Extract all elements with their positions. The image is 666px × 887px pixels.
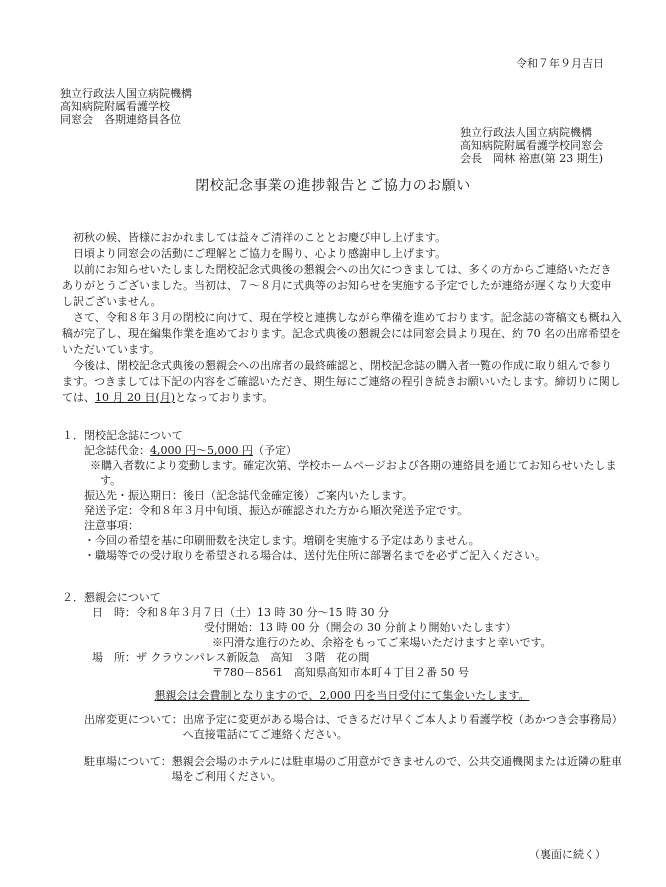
price-label: 記念誌代金： [84, 444, 150, 457]
price-note: （予定） [252, 444, 297, 457]
paragraph: さて、令和８年３月の閉校に向けて、現在学校と連携しながら準備を進めております。記念誌の寄稿文も概ね入稿が完了し、現在編集作業を進めております。記念式典後の懇親会には同窓会員より現在、約 70 名の出席希望をいただいています。 [62, 311, 622, 356]
caution-item: ・今回の希望を基に印刷冊数を決定します。増刷を実施する予定はありません。 [84, 534, 480, 547]
transfer-info: 振込先・振込期日：後日（記念誌代金確定後）ご案内いたします。 [84, 489, 414, 502]
notes-label: 注意事項： [84, 519, 139, 532]
event-venue: 場 所：ザ クラウンパレス新阪急 高知 ３階 花の間 [92, 651, 370, 664]
section-heading: １．閉校記念誌について [62, 429, 183, 442]
parking-label: 駐車場について： [84, 755, 172, 768]
letter-body [62, 230, 622, 406]
parking-row [84, 754, 622, 784]
paragraph: 日頃より同窓会の活動にご理解とご協力を賜り、心より感謝申し上げます。 [73, 247, 447, 260]
price-line [62, 443, 622, 458]
recipient-line: 同窓会 各期連絡員各位 [60, 113, 181, 126]
attendance-change-label: 出席変更について： [84, 713, 183, 726]
recipient-line: 高知病院附属看護学校 [60, 100, 170, 113]
section-heading: ２．懇親会について [62, 591, 161, 604]
attendance-change [62, 712, 622, 742]
section-memorial-book [62, 428, 622, 563]
caution-item: ・職場等での受け取りを希望される場合は、送付先住所に部署名までを必ずご記入ください。 [84, 549, 546, 562]
paragraph: 以前にお知らせいたしました閉校記念式典後の懇親会への出欠につきましては、多くの方からご連絡いただきありがとうございました。当初は、７～８月に式典等のお知らせを実施する予定でしたが連絡が遅くなり大変申し訳ございません。 [62, 263, 612, 308]
section-reception [62, 590, 622, 784]
attendance-change-text: 出席予定に変更がある場合は、できるだけ早くご本人より看護学校（あかつき会事務局）へ直接電話にてご連絡ください。 [182, 713, 618, 741]
attendance-change-row [84, 712, 622, 742]
paragraph-text: となっております。 [175, 391, 274, 404]
deadline-date: 10 月 20 日(月) [95, 391, 176, 404]
recipient-line: 独立行政法人国立病院機構 [60, 87, 192, 100]
venue-address: 〒780－8561 高知県高知市本町４丁目２番 50 号 [212, 666, 469, 679]
fee-text-c: を当日受付にて集金いたします。 [365, 689, 530, 702]
document-title: 閉校記念事業の進捗報告とご協力のお願い [195, 178, 471, 194]
sender-line: 高知病院附属看護学校同窓会 [460, 139, 603, 152]
recipients-block [60, 87, 192, 126]
parking-text: 懇親会会場のホテルには駐車場のご用意ができませんので、公共交通機関または近隣の駐車場をご利用ください。 [171, 755, 623, 783]
document-date: 令和７年９月吉日 [516, 57, 604, 70]
paragraph: 初秋の候、皆様におかれましては益々ご清祥のこととお慶び申し上げます。 [73, 231, 447, 244]
fee-text-a: 懇親会は会費制となりますので、 [154, 689, 320, 702]
reception-start: 受付開始：13 時 00 分（開会の 30 分前より開始いたします） [204, 621, 517, 634]
price-value: 4,000 円～5,000 円 [150, 444, 253, 457]
sender-line: 会長 岡林 裕恵(第 23 期生) [460, 152, 604, 165]
fee-amount: 2,000 円 [319, 689, 366, 702]
reception-note: ※円滑な進行のため、余裕をもってご来場いただけますと幸いです。 [212, 636, 552, 649]
event-datetime: 日 時：令和８年３月７日（土）13 時 30 分～15 時 30 分 [92, 606, 389, 619]
paragraph-text: 今後は、閉校記念式典後の懇親会への出席者の最終確認と、閉校記念誌の購入者一覧の作成に取り組んで参ります。つきましては下記の内容をご確認いただき、期生毎にご連絡の程引き続きお願いいたします。締切りに関しては、 [62, 359, 621, 404]
shipping-info: 発送予定：令和８年３月中旬頃、振込が確認された方から順次発送予定です。 [84, 504, 469, 517]
paragraph [62, 358, 622, 406]
price-change-note: ※購入者数により変動します。確定次第、学校ホームページおよび各期の連絡員を通じてお知らせいたします。 [90, 459, 617, 487]
sender-line: 独立行政法人国立病院機構 [460, 126, 592, 139]
continued-note: （裏面に続く） [529, 848, 606, 861]
fee-notice [62, 688, 622, 703]
fee-text [155, 689, 530, 702]
parking-info [62, 754, 622, 784]
sender-block [460, 126, 603, 165]
